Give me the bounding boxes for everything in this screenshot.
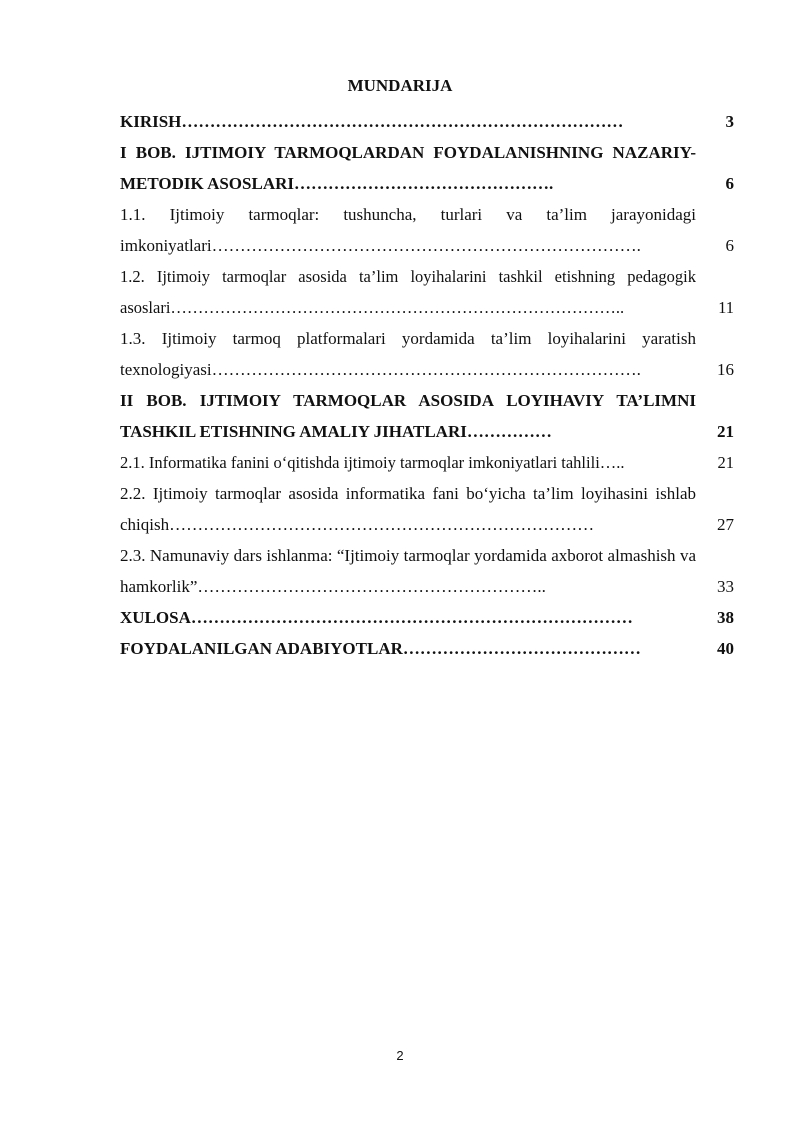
toc-entry-section-2-2: [120, 478, 734, 540]
toc-entry-text: II BOB. IJTIMOIY TARMOQLAR ASOSIDA LOYIHAVIY TA’LIMNI TASHKIL ETISHNING AMALIY JIHATLARI……………: [120, 391, 696, 441]
toc-entry-chapter-1: [120, 137, 734, 199]
toc-entry-text: 2.1. Informatika fanini o‘qitishda ijtimoiy tarmoqlar imkoniyatlari tahlili…..: [120, 453, 625, 472]
toc-entry-page: 27: [717, 515, 734, 534]
toc-entry-text: FOYDALANILGAN ADABIYOTLAR……………………………………: [120, 639, 641, 658]
toc-entry-text: 1.1. Ijtimoiy tarmoqlar: tushuncha, turlari va ta’lim jarayonidagi imkoniyatlari………………………………………………………………….: [120, 205, 696, 255]
toc-entry-section-2-3: [120, 540, 734, 602]
toc-entry-section-1-3: [120, 323, 734, 385]
toc-entry-page: 40: [717, 639, 734, 658]
toc-entry-section-1-2: [120, 261, 734, 323]
toc-entry-text: XULOSA……………………………………………………………………: [120, 608, 633, 627]
toc-entry-introduction: [120, 106, 734, 137]
toc-entry-text: 1.3. Ijtimoiy tarmoq platformalari yordamida ta’lim loyihalarini yaratish texnologiyasi………………………………………………………………….: [120, 329, 696, 379]
toc-entry-text: KIRISH……………………………………………………………………: [120, 112, 624, 131]
toc-entry-text: 1.2. Ijtimoiy tarmoqlar asosida ta’lim loyihalarini tashkil etishning pedagogik asoslari………………………………………………………………………..: [120, 267, 696, 317]
toc-entry-page: 11: [718, 298, 734, 317]
toc-entry-page: 3: [725, 112, 734, 131]
toc-entry-text: 2.2. Ijtimoiy tarmoqlar asosida informatika fani bo‘yicha ta’lim loyihasini ishlab chiqish…………………………………………………………………: [120, 484, 696, 534]
toc-entry-page: 21: [717, 422, 734, 441]
toc-entry-chapter-2: [120, 385, 734, 447]
toc-entry-page: 6: [725, 174, 734, 193]
toc-entry-text: I BOB. IJTIMOIY TARMOQLARDAN FOYDALANISHNING NAZARIY-METODIK ASOSLARI……………………………………….: [120, 143, 696, 193]
table-of-contents: [120, 106, 734, 664]
toc-entry-page: 6: [725, 236, 734, 255]
toc-entry-references: [120, 633, 734, 664]
toc-entry-text: 2.3. Namunaviy dars ishlanma: “Ijtimoiy tarmoqlar yordamida axborot almashish va hamkorlik”……………………………………………………..: [120, 546, 696, 596]
toc-entry-section-2-1: [120, 447, 734, 478]
toc-entry-page: 21: [717, 453, 734, 472]
toc-entry-conclusion: [120, 602, 734, 633]
page-title: MUNDARIJA: [347, 76, 453, 95]
toc-entry-page: 33: [717, 577, 734, 596]
page-number: 2: [396, 1048, 404, 1063]
toc-entry-page: 38: [717, 608, 734, 627]
toc-entry-page: 16: [717, 360, 734, 379]
toc-entry-section-1-1: [120, 199, 734, 261]
